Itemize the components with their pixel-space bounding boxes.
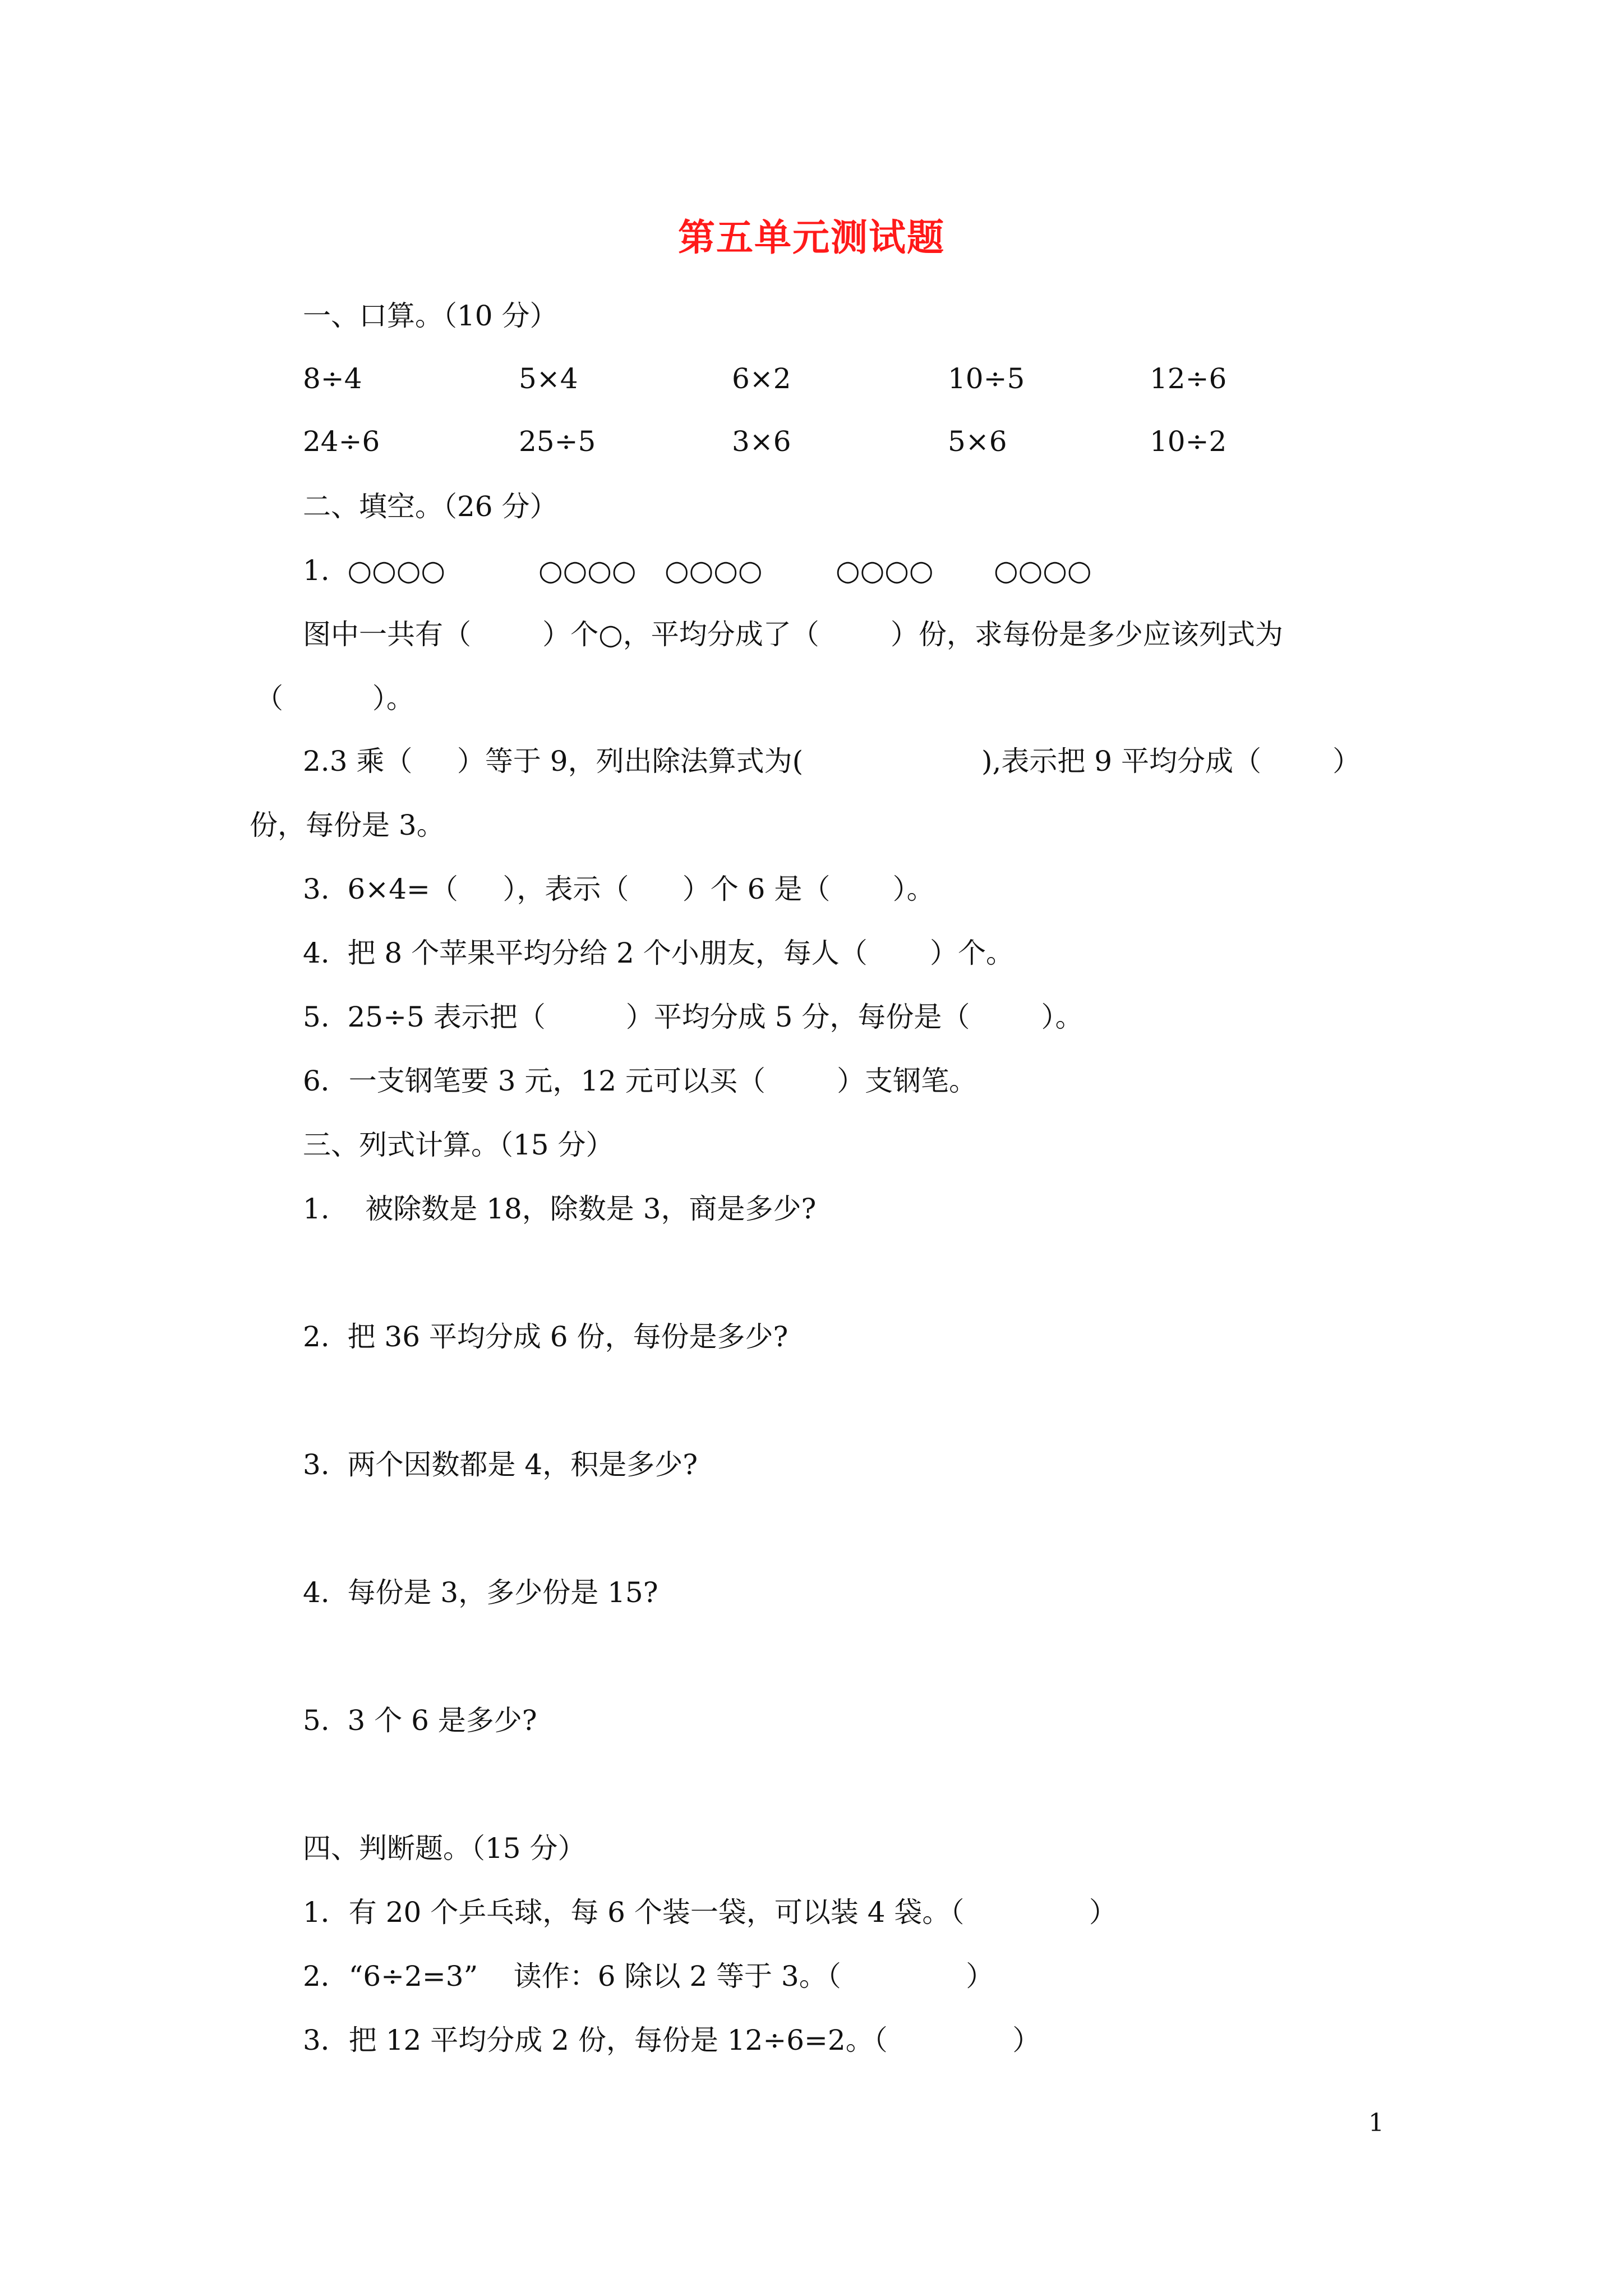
oral-calc-item: 24÷6: [303, 425, 380, 458]
oral-calc-item: 10÷5: [948, 362, 1025, 395]
section1-heading: 一、口算。（10 分）: [303, 300, 558, 332]
calc-q2: 2. 把 36 平均分成 6 份，每份是多少?: [303, 1320, 789, 1353]
oral-calc-item: 25÷5: [519, 425, 596, 458]
judge-q2: 2．“6÷2=3” 读作：6 除以 2 等于 3。（ ）: [303, 1960, 994, 1993]
judge-q3: 3．把 12 平均分成 2 份，每份是 12÷6=2。（ ）: [303, 2024, 1041, 2056]
section4-heading: 四、判断题。（15 分）: [303, 1832, 586, 1865]
circle-group: 1. ○○○○: [303, 554, 446, 587]
oral-calc-item: 6×2: [732, 362, 791, 395]
circle-group: ○○○○: [994, 554, 1092, 587]
page-number: 1: [1368, 2109, 1384, 2137]
oral-calc-item: 5×4: [519, 362, 578, 395]
oral-calc-item: 10÷2: [1150, 425, 1227, 458]
fill-q3: 3. 6×4=（ ），表示（ ）个 6 是（ ）。: [303, 873, 935, 905]
circle-group: ○○○○: [836, 554, 934, 587]
fill-q1-line1: 图中一共有（ ）个○，平均分成了（ ）份，求每份是多少应该列式为: [303, 618, 1283, 651]
fill-q2-line2: 份，每份是 3。: [250, 809, 445, 841]
fill-q4: 4. 把 8 个苹果平均分给 2 个小朋友，每人（ ）个。: [303, 937, 1014, 969]
section3-heading: 三、列式计算。（15 分）: [303, 1129, 614, 1161]
page-title: 第五单元测试题: [678, 215, 945, 259]
calc-q3: 3. 两个因数都是 4，积是多少?: [303, 1448, 698, 1481]
fill-q2-line1: 2.3 乘（ ）等于 9，列出除法算式为( ),表示把 9 平均分成（ ）: [303, 745, 1361, 777]
fill-q1-line2: （ ）。: [255, 682, 414, 715]
circle-group: ○○○○: [665, 554, 763, 587]
oral-calc-item: 3×6: [732, 425, 791, 458]
calc-q4: 4. 每份是 3，多少份是 15?: [303, 1576, 658, 1609]
circle-group: ○○○○: [538, 554, 637, 587]
fill-q6: 6．一支钢笔要 3 元，12 元可以买（ ）支钢笔。: [303, 1065, 978, 1097]
section2-heading: 二、填空。（26 分）: [303, 490, 558, 523]
fill-q5: 5. 25÷5 表示把（ ）平均分成 5 分，每份是（ ）。: [303, 1001, 1083, 1033]
oral-calc-item: 12÷6: [1150, 362, 1227, 395]
judge-q1: 1．有 20 个乒乓球，每 6 个装一袋，可以装 4 袋。（ ）: [303, 1896, 1117, 1929]
oral-calc-item: 8÷4: [303, 362, 362, 395]
calc-q5: 5. 3 个 6 是多少?: [303, 1704, 537, 1737]
oral-calc-item: 5×6: [948, 425, 1007, 458]
calc-q1: 1. 被除数是 18，除数是 3，商是多少?: [303, 1193, 817, 1225]
